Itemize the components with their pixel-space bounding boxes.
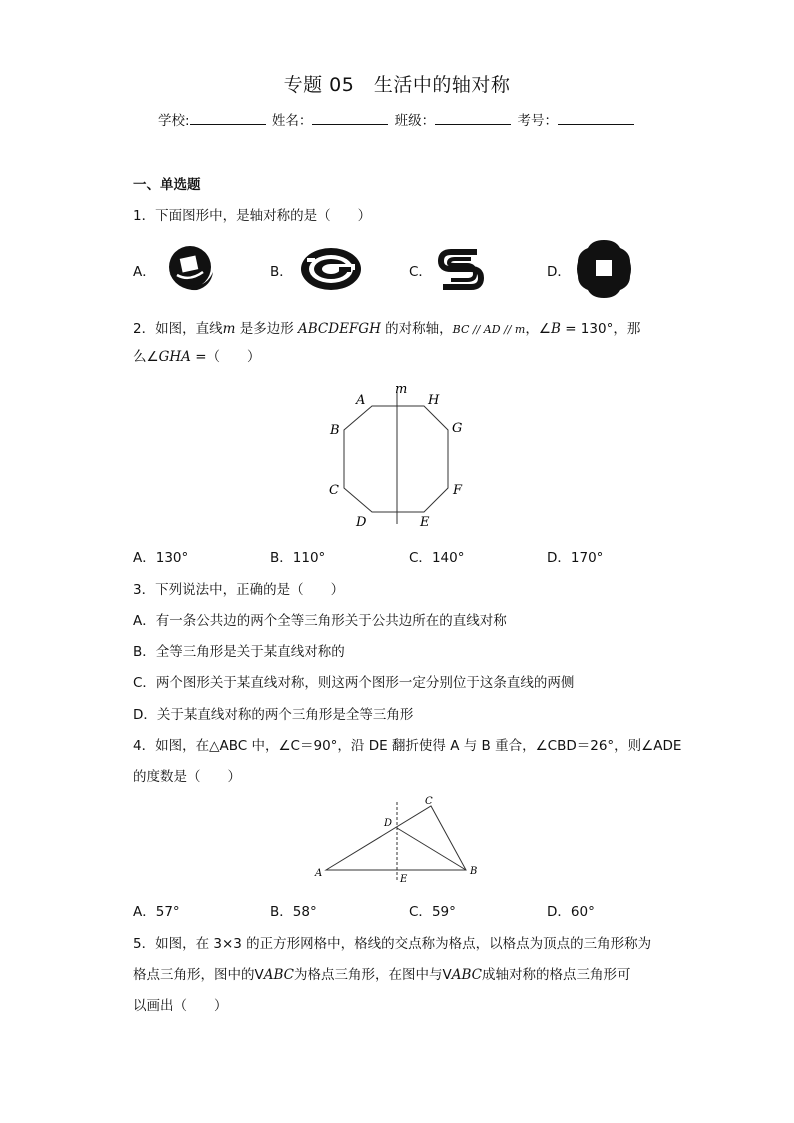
q3-choice-a[interactable]: A．有一条公共边的两个全等三角形关于公共边所在的直线对称 — [133, 613, 507, 629]
q2-text: ，∠ — [525, 321, 551, 337]
label-g: G — [452, 421, 463, 436]
label-e: E — [420, 515, 430, 530]
q2-polygon-name: ABCDEFGH — [298, 321, 381, 337]
q4-option-a[interactable]: A．57° — [133, 904, 180, 920]
label-c: C — [329, 483, 339, 498]
q2-text: = 130°，那 — [560, 321, 641, 337]
q2-option-d[interactable]: D．170° — [547, 550, 604, 566]
label-f: F — [453, 483, 463, 498]
question-5-line-2 — [133, 963, 631, 983]
question-2-stem-line-1 — [133, 317, 640, 337]
q1-option-a-label[interactable]: A． — [133, 264, 156, 280]
q2-text: 是多边形 — [235, 321, 298, 337]
q2-angle-b: B — [550, 321, 561, 337]
question-2-stem-line-2 — [133, 345, 261, 365]
label-m: m — [395, 382, 408, 397]
q3-choice-c[interactable]: C．两个图形关于某直线对称，则这两个图形一定分别位于这条直线的两侧 — [133, 675, 575, 691]
exam-no-blank[interactable] — [558, 112, 634, 125]
question-4-stem-line-1: 4．如图，在△ABC 中，∠C＝90°，沿 DE 翻折使得 A 与 B 重合，∠CBD＝26°，则∠ADE — [133, 738, 682, 754]
name-label: 姓名： — [271, 113, 313, 129]
label-d: D — [384, 818, 393, 829]
spiral-g-icon — [299, 246, 363, 292]
q2-line-m: m — [222, 321, 236, 337]
q1-option-c-label[interactable]: C． — [409, 264, 432, 280]
q5-text: 成轴对称的格点三角形可 — [482, 967, 631, 983]
page-title: 专题 05 生活中的轴对称 — [283, 74, 511, 96]
q4-option-b[interactable]: B．58° — [270, 904, 317, 920]
q5-triangle-name: ABC — [451, 967, 482, 983]
class-label: 班级： — [394, 113, 436, 129]
q2-angle-gha: GHA — [158, 349, 191, 365]
q4-option-c[interactable]: C．59° — [409, 904, 456, 920]
label-h: H — [428, 393, 440, 408]
q2-option-a[interactable]: A．130° — [133, 550, 189, 566]
triangle-fold-figure — [310, 790, 490, 886]
q1-option-d-label[interactable]: D． — [547, 264, 571, 280]
label-a: A — [315, 868, 323, 879]
q2-option-b[interactable]: B．110° — [270, 550, 326, 566]
q2-text: 么∠ — [133, 349, 159, 365]
label-e: E — [400, 874, 408, 885]
q5-triangle-symbol: V — [442, 967, 452, 983]
label-b: B — [470, 866, 478, 877]
question-4-stem-line-2: 的度数是（ ） — [133, 769, 241, 785]
exam-no-label: 考号： — [517, 113, 558, 129]
q3-choice-b[interactable]: B．全等三角形是关于某直线对称的 — [133, 644, 345, 660]
school-label: 学校: — [158, 113, 190, 129]
octagon-figure — [320, 378, 480, 533]
double-s-icon — [437, 244, 485, 294]
coin-swirl-icon — [163, 242, 217, 296]
label-a: A — [356, 393, 366, 408]
student-info-line — [0, 109, 794, 129]
label-d: D — [356, 515, 367, 530]
q3-choice-d[interactable]: D．关于某直线对称的两个三角形是全等三角形 — [133, 707, 414, 723]
q1-option-b-label[interactable]: B． — [270, 264, 293, 280]
q2-text: 的对称轴， — [380, 321, 453, 337]
q2-text: =（ ） — [190, 349, 261, 365]
q2-option-c[interactable]: C．140° — [409, 550, 465, 566]
q2-text: 2．如图，直线 — [133, 321, 223, 337]
class-blank[interactable] — [435, 112, 511, 125]
square-hole-coin-icon — [576, 238, 632, 300]
label-c: C — [425, 796, 433, 807]
q2-parallel-relation: BC // AD // m — [452, 323, 526, 336]
school-blank[interactable] — [190, 112, 266, 125]
q5-text: 为格点三角形，在图中与 — [294, 967, 443, 983]
name-blank[interactable] — [312, 112, 388, 125]
question-1-stem: 1．下面图形中，是轴对称的是（ ） — [133, 208, 372, 224]
question-5-line-3: 以画出（ ） — [133, 998, 228, 1014]
section-title: 一、单选题 — [133, 177, 201, 193]
q5-text: 格点三角形，图中的 — [133, 967, 255, 983]
q5-triangle-name: ABC — [263, 967, 294, 983]
q4-option-d[interactable]: D．60° — [547, 904, 595, 920]
q5-triangle-symbol: V — [254, 967, 264, 983]
label-b: B — [330, 423, 340, 438]
question-3-stem: 3．下列说法中，正确的是（ ） — [133, 582, 345, 598]
question-5-line-1: 5．如图，在 3×3 的正方形网格中，格线的交点称为格点，以格点为顶点的三角形称为 — [133, 936, 652, 952]
